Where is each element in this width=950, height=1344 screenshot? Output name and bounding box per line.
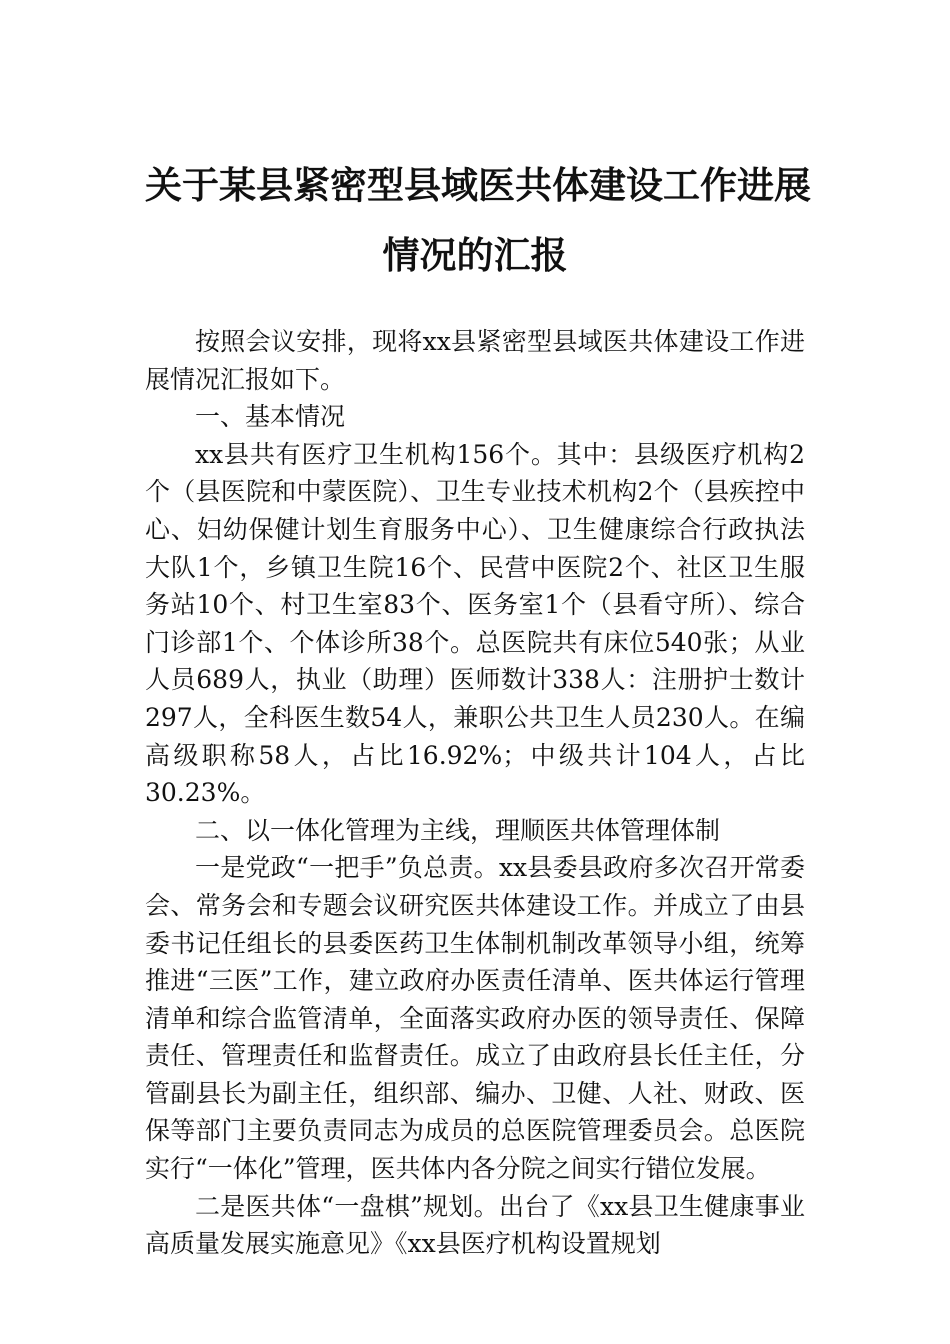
document-title-line1: 关于某县紧密型县域医共体建设工作进展 [145,163,811,207]
section2-paragraph-2: 二是医共体“一盘棋”规划。出台了《xx县卫生健康事业高质量发展实施意见》《xx县医疗机构设置规划 [145,1191,805,1259]
document-body [145,323,805,1263]
section2-heading: 二、以一体化管理为主线，理顺医共体管理体制 [195,815,721,845]
section1-paragraph: xx县共有医疗卫生机构156个。其中：县级医疗机构2个（县医院和中蒙医院）、卫生专业技术机构2个（县疾控中心、妇幼保健计划生育服务中心）、卫生健康综合行政执法大队1个，乡镇卫生院16个、民营中医院2个、社区卫生服务站10个、村卫生室83个、医务室1个（县看守所）、综合门诊部1个、个体诊所38个。总医院共有床位540张；从业人员689人，执业（助理）医师数计338人：注册护士数计297人，全科医生数54人，兼职公共卫生人员230人。在编高级职称58人，占比16.92%；中级共计104人，占比30.23%。 [145,439,805,808]
section1-heading: 一、基本情况 [195,402,346,432]
document-title-line2: 情况的汇报 [382,233,568,277]
intro-paragraph: 按照会议安排，现将xx县紧密型县域医共体建设工作进展情况汇报如下。 [145,327,805,394]
section2-paragraph-1: 一是党政“一把手”负总责。xx县委县政府多次召开常委会、常务会和专题会议研究医共体建设工作。并成立了由县委书记任组长的县委医药卫生体制机制改革领导小组，统筹推进“三医”工作，建立政府办医责任清单、医共体运行管理清单和综合监管清单，全面落实政府办医的领导责任、保障责任、管理责任和监督责任。成立了由政府县长任主任，分管副县长为副主任，组织部、编办、卫健、人社、财政、医保等部门主要负责同志为成员的总医院管理委员会。总医院实行“一体化”管理，医共体内各分院之间实行错位发展。 [145,853,805,1184]
